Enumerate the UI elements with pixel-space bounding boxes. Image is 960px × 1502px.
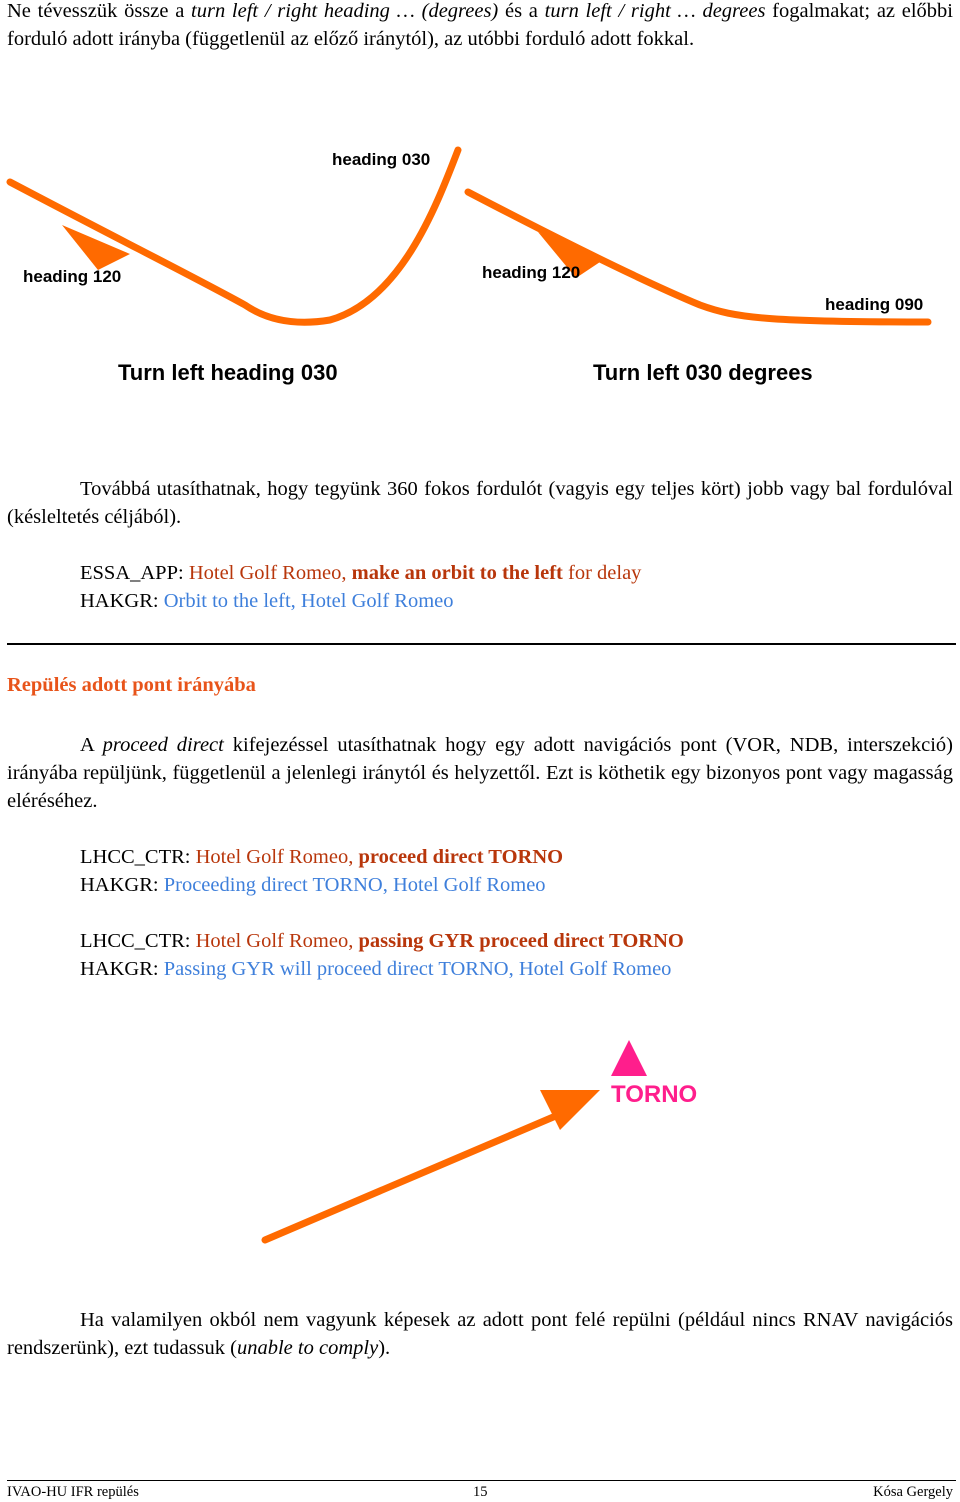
direct-pilot-line: [80, 871, 546, 899]
intro-term-degrees: turn left / right … degrees: [544, 0, 766, 22]
pilot-reply: Proceeding direct TORNO, Hotel Golf Romeo: [163, 874, 546, 896]
section-paragraph: [7, 731, 953, 815]
atc-callsign: Hotel Golf Romeo,: [195, 846, 359, 868]
closing-text: ).: [378, 1337, 391, 1359]
waypoint-triangle-icon: [611, 1040, 647, 1076]
atc-station: LHCC_CTR:: [80, 930, 196, 952]
passing-pilot-line: [80, 955, 671, 983]
intro-text: fogalmakat; az előbbi forduló adott irányba (függetlenül az előző iránytól), az utóbbi forduló adott fokkal.: [7, 0, 953, 50]
section-text: kifejezéssel utasíthatnak hogy egy adott navigációs pont (VOR, NDB, interszekció) irányába repüljünk, függetlenül a jelenlegi iránytól és helyzettől. Ezt is köthetik egy bizonyos pont vagy magasság eléréséhez.: [7, 734, 953, 812]
direct-arrowhead: [540, 1090, 600, 1130]
footer-rule: [7, 1480, 956, 1481]
waypoint-label: TORNO: [611, 1081, 698, 1108]
atc-callsign: Hotel Golf Romeo,: [195, 930, 359, 952]
direct-atc-line: [80, 843, 563, 871]
intro-text: Ne tévesszük össze a: [7, 0, 192, 22]
footer-right: Kósa Gergely: [873, 1484, 953, 1500]
atc-station: ESSA_APP:: [80, 562, 189, 584]
intro-term-heading: turn left / right heading … (degrees): [191, 0, 499, 22]
pilot-reply: Passing GYR will proceed direct TORNO, Hotel Golf Romeo: [163, 958, 672, 980]
footer-page-number: 15: [473, 1484, 488, 1500]
intro-text: és a: [498, 0, 545, 22]
label-heading-120-left: heading 120: [23, 267, 122, 286]
direct-track-line: [265, 1112, 565, 1240]
turn-diagram: [0, 130, 960, 440]
pilot-station: HAKGR:: [80, 874, 164, 896]
orbit-paragraph: Továbbá utasíthatnak, hogy tegyünk 360 fokos fordulót (vagyis egy teljes kört) jobb vagy bal fordulóval (késleltetés céljából).: [7, 478, 953, 528]
atc-callsign: Hotel Golf Romeo,: [188, 562, 352, 584]
section-title: Repülés adott pont irányába: [7, 674, 256, 696]
label-heading-030: heading 030: [332, 150, 431, 169]
section-divider: [7, 643, 956, 645]
atc-tail: for delay: [562, 562, 642, 584]
closing-term: unable to comply: [236, 1337, 379, 1359]
section-term: proceed direct: [102, 734, 224, 756]
label-heading-090: heading 090: [825, 295, 924, 314]
caption-turn-left-degrees: Turn left 030 degrees: [593, 360, 813, 385]
closing-text: Ha valamilyen okból nem vagyunk képesek az adott pont felé repülni (például nincs RNAV navigációs rendszerünk), ezt tudassuk (: [7, 1309, 953, 1359]
orbit-atc-line: [80, 559, 641, 587]
atc-instruction: make an orbit to the left: [351, 562, 563, 584]
footer-left: IVAO-HU IFR repülés: [7, 1484, 139, 1500]
pilot-station: HAKGR:: [80, 590, 164, 612]
atc-instruction: passing GYR proceed direct TORNO: [358, 930, 684, 952]
section-text: A: [80, 734, 103, 756]
pilot-reply: Orbit to the left, Hotel Golf Romeo: [163, 590, 454, 612]
atc-station: LHCC_CTR:: [80, 846, 196, 868]
pilot-station: HAKGR:: [80, 958, 164, 980]
caption-turn-left-heading: Turn left heading 030: [118, 360, 338, 385]
orbit-pilot-line: [80, 587, 454, 615]
arrowhead-left: [62, 225, 130, 270]
atc-instruction: proceed direct TORNO: [358, 846, 564, 868]
closing-paragraph: [7, 1306, 953, 1362]
passing-atc-line: [80, 927, 684, 955]
intro-paragraph: [7, 0, 953, 53]
direct-diagram: [0, 1030, 960, 1290]
label-heading-120-right: heading 120: [482, 263, 581, 282]
